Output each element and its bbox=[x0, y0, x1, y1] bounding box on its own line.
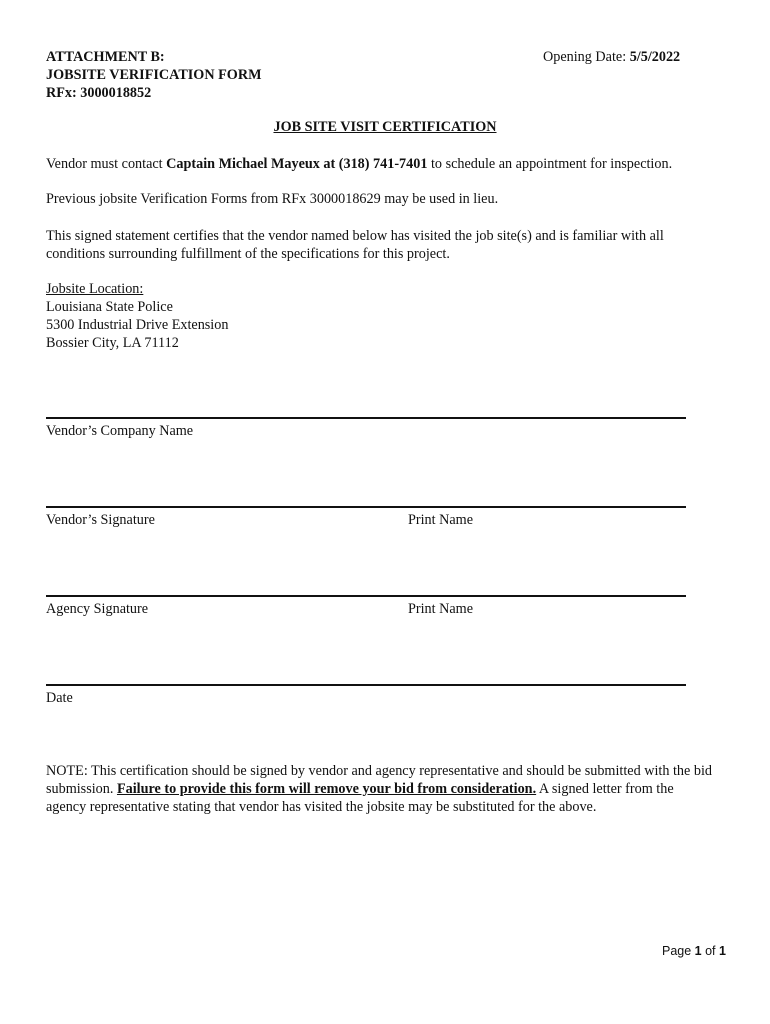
contact-paragraph bbox=[46, 155, 746, 173]
contact-prefix: Vendor must contact bbox=[46, 156, 167, 172]
page-current: 1 bbox=[694, 944, 702, 958]
note-warning: Failure to provide this form will remove your bid from consideration. bbox=[116, 781, 537, 797]
vendor-signature-line[interactable] bbox=[46, 506, 686, 508]
jobsite-location bbox=[46, 280, 228, 352]
agency-print-name-label: Print Name bbox=[408, 601, 474, 617]
agency-signature-line[interactable] bbox=[46, 595, 686, 597]
location-line-3: Bossier City, LA 71112 bbox=[46, 335, 179, 351]
header-block bbox=[46, 48, 261, 102]
location-label: Jobsite Location: bbox=[46, 281, 144, 297]
vendor-print-name-label: Print Name bbox=[408, 512, 474, 528]
agency-signature-label: Agency Signature bbox=[46, 601, 149, 617]
page-title: JOB SITE VISIT CERTIFICATION bbox=[273, 119, 497, 135]
opening-date-value: 5/5/2022 bbox=[629, 49, 681, 65]
note-suffix: A signed letter from the agency representative stating that vendor has visited the jobsite may be substituted for the above. bbox=[46, 781, 674, 815]
page-number bbox=[662, 944, 726, 958]
form-title: JOBSITE VERIFICATION FORM bbox=[46, 67, 262, 83]
vendor-signature-label: Vendor’s Signature bbox=[46, 512, 155, 528]
company-name-label: Vendor’s Company Name bbox=[46, 423, 194, 439]
company-name-line[interactable] bbox=[46, 417, 686, 419]
note-paragraph bbox=[46, 762, 714, 816]
date-label: Date bbox=[46, 690, 73, 706]
previous-forms-paragraph: Previous jobsite Verification Forms from RFx 3000018629 may be used in lieu. bbox=[46, 191, 499, 207]
page-label: Page bbox=[662, 944, 695, 958]
attachment-label: ATTACHMENT B: bbox=[46, 49, 165, 65]
note-prefix: NOTE: This certification should be signed by vendor and agency representative and should be submitted with the bid submission. bbox=[46, 763, 712, 797]
location-line-1: Louisiana State Police bbox=[46, 299, 173, 315]
contact-person: Captain Michael Mayeux at (318) 741-7401 bbox=[166, 156, 428, 172]
rfx-number: RFx: 3000018852 bbox=[46, 85, 152, 101]
contact-suffix: to schedule an appointment for inspection. bbox=[427, 156, 673, 172]
certification-statement: This signed statement certifies that the vendor named below has visited the job site(s) and is familiar with all conditions surrounding fulfillment of the specifications for this project. bbox=[46, 228, 664, 262]
opening-date-label: Opening Date: bbox=[543, 49, 630, 65]
page-of-label: of bbox=[701, 944, 719, 958]
opening-date bbox=[543, 48, 680, 66]
location-line-2: 5300 Industrial Drive Extension bbox=[46, 317, 229, 333]
page-total: 1 bbox=[719, 944, 726, 958]
date-line[interactable] bbox=[46, 684, 686, 686]
